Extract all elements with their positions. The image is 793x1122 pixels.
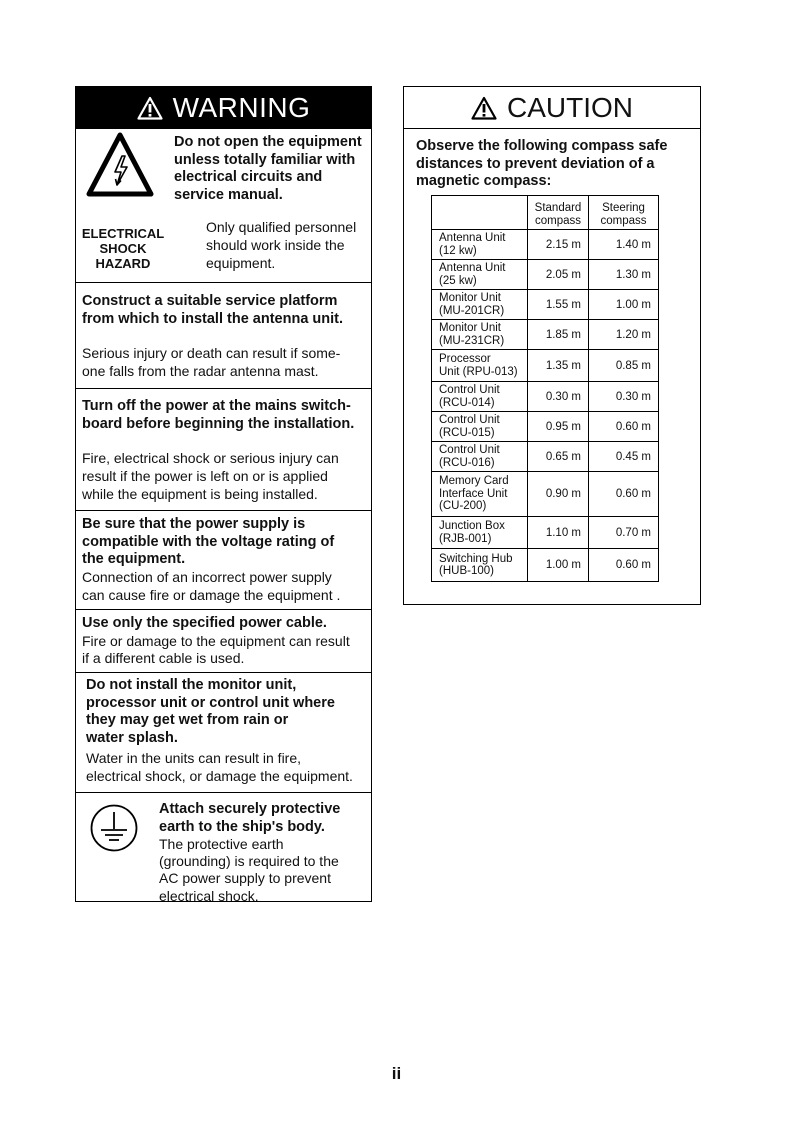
caution-header <box>404 87 700 129</box>
warning-header <box>76 87 371 128</box>
table-header-row <box>432 196 659 230</box>
steering-value: 0.60 m <box>589 549 659 582</box>
standard-value: 2.15 m <box>528 230 589 260</box>
standard-value: 1.85 m <box>528 320 589 350</box>
caution-triangle-icon <box>471 96 497 120</box>
unit-cell: Antenna Unit (12 kw) <box>432 230 528 260</box>
table-header-steering: Steering compass <box>589 196 659 230</box>
unit-cell: Control Unit (RCU-016) <box>432 442 528 472</box>
steering-value: 1.40 m <box>589 230 659 260</box>
platform-warning-text: Serious injury or death can result if some- one falls from the radar antenna mast. <box>82 345 341 379</box>
table-row <box>432 472 659 517</box>
table-row <box>432 412 659 442</box>
voltage-warning-text: Connection of an incorrect power supply can cause fire or damage the equipment . <box>82 568 341 603</box>
unit-cell: Control Unit (RCU-014) <box>432 382 528 412</box>
standard-value: 1.35 m <box>528 350 589 382</box>
electrical-shock-hazard-label: ELECTRICAL SHOCK HAZARD <box>81 226 165 271</box>
warning-shock-section <box>76 128 371 282</box>
platform-warning-bold: Construct a suitable service platform from which to install the antenna unit. <box>82 293 344 327</box>
compass-distance-table <box>431 195 659 582</box>
warning-power-off-section <box>76 388 371 510</box>
standard-value: 1.55 m <box>528 290 589 320</box>
warning-panel <box>75 86 372 902</box>
water-warning-bold: Do not install the monitor unit, processor unit or control unit where they may get wet from rain or water splash. <box>86 677 335 746</box>
table-row <box>432 442 659 472</box>
voltage-warning-bold: Be sure that the power supply is compatible with the voltage rating of the equipment. <box>82 516 335 568</box>
standard-value: 1.10 m <box>528 517 589 549</box>
standard-value: 0.30 m <box>528 382 589 412</box>
table-row <box>432 350 659 382</box>
steering-value: 1.20 m <box>589 320 659 350</box>
table-row <box>432 260 659 290</box>
earth-warning-text: The protective earth (grounding) is required to the AC power supply to prevent electrical shock. <box>159 836 339 904</box>
warning-voltage-section <box>76 510 371 609</box>
table-header-standard: Standard compass <box>528 196 589 230</box>
table-row <box>432 320 659 350</box>
warning-triangle-icon <box>137 96 163 120</box>
table-corner-cell <box>432 196 528 230</box>
unit-cell: Control Unit (RCU-015) <box>432 412 528 442</box>
steering-value: 0.70 m <box>589 517 659 549</box>
warning-platform-section <box>76 282 371 388</box>
caution-intro: Observe the following compass safe distances to prevent deviation of a magnetic compass: <box>416 138 668 190</box>
caution-title: CAUTION <box>507 91 633 123</box>
table-row <box>432 549 659 582</box>
standard-value: 0.95 m <box>528 412 589 442</box>
warning-title: WARNING <box>172 91 311 123</box>
warning-earth-section <box>76 792 371 902</box>
unit-cell: Monitor Unit (MU-231CR) <box>432 320 528 350</box>
earth-warning-bold: Attach securely protective earth to the ship's body. <box>159 801 341 835</box>
qualified-personnel-note: Only qualified personnel should work inside the equipment. <box>206 219 357 271</box>
caution-panel <box>403 86 701 605</box>
steering-value: 0.60 m <box>589 472 659 517</box>
cable-warning-text: Fire or damage to the equipment can result if a different cable is used. <box>82 632 350 667</box>
unit-cell: Processor Unit (RPU-013) <box>432 350 528 382</box>
table-row <box>432 382 659 412</box>
steering-value: 0.30 m <box>589 382 659 412</box>
steering-value: 1.00 m <box>589 290 659 320</box>
table-row <box>432 517 659 549</box>
page-number: ii <box>391 1064 402 1083</box>
water-warning-text: Water in the units can result in fire, electrical shock, or damage the equipment. <box>86 750 353 785</box>
table-row <box>432 290 659 320</box>
steering-value: 0.45 m <box>589 442 659 472</box>
unit-cell: Monitor Unit (MU-201CR) <box>432 290 528 320</box>
steering-value: 1.30 m <box>589 260 659 290</box>
unit-cell: Antenna Unit (25 kw) <box>432 260 528 290</box>
unit-cell: Junction Box (RJB-001) <box>432 517 528 549</box>
power-off-warning-bold: Turn off the power at the mains switch- board before beginning the installation. <box>82 398 355 432</box>
steering-value: 0.85 m <box>589 350 659 382</box>
power-off-warning-text: Fire, electrical shock or serious injury can result if the power is left on or is applied while the equipment is being installed. <box>82 450 339 502</box>
unit-cell: Switching Hub (HUB-100) <box>432 549 528 582</box>
standard-value: 0.65 m <box>528 442 589 472</box>
protective-earth-icon <box>89 803 139 853</box>
standard-value: 2.05 m <box>528 260 589 290</box>
standard-value: 1.00 m <box>528 549 589 582</box>
table-row <box>432 230 659 260</box>
cable-warning-bold: Use only the specified power cable. <box>82 615 327 631</box>
steering-value: 0.60 m <box>589 412 659 442</box>
shock-warning-text: Do not open the equipment unless totally familiar with electrical circuits and service manual. <box>174 134 362 203</box>
electrical-shock-icon <box>86 132 154 198</box>
standard-value: 0.90 m <box>528 472 589 517</box>
unit-cell: Memory Card Interface Unit (CU-200) <box>432 472 528 517</box>
warning-water-section <box>76 672 371 792</box>
warning-cable-section <box>76 609 371 672</box>
